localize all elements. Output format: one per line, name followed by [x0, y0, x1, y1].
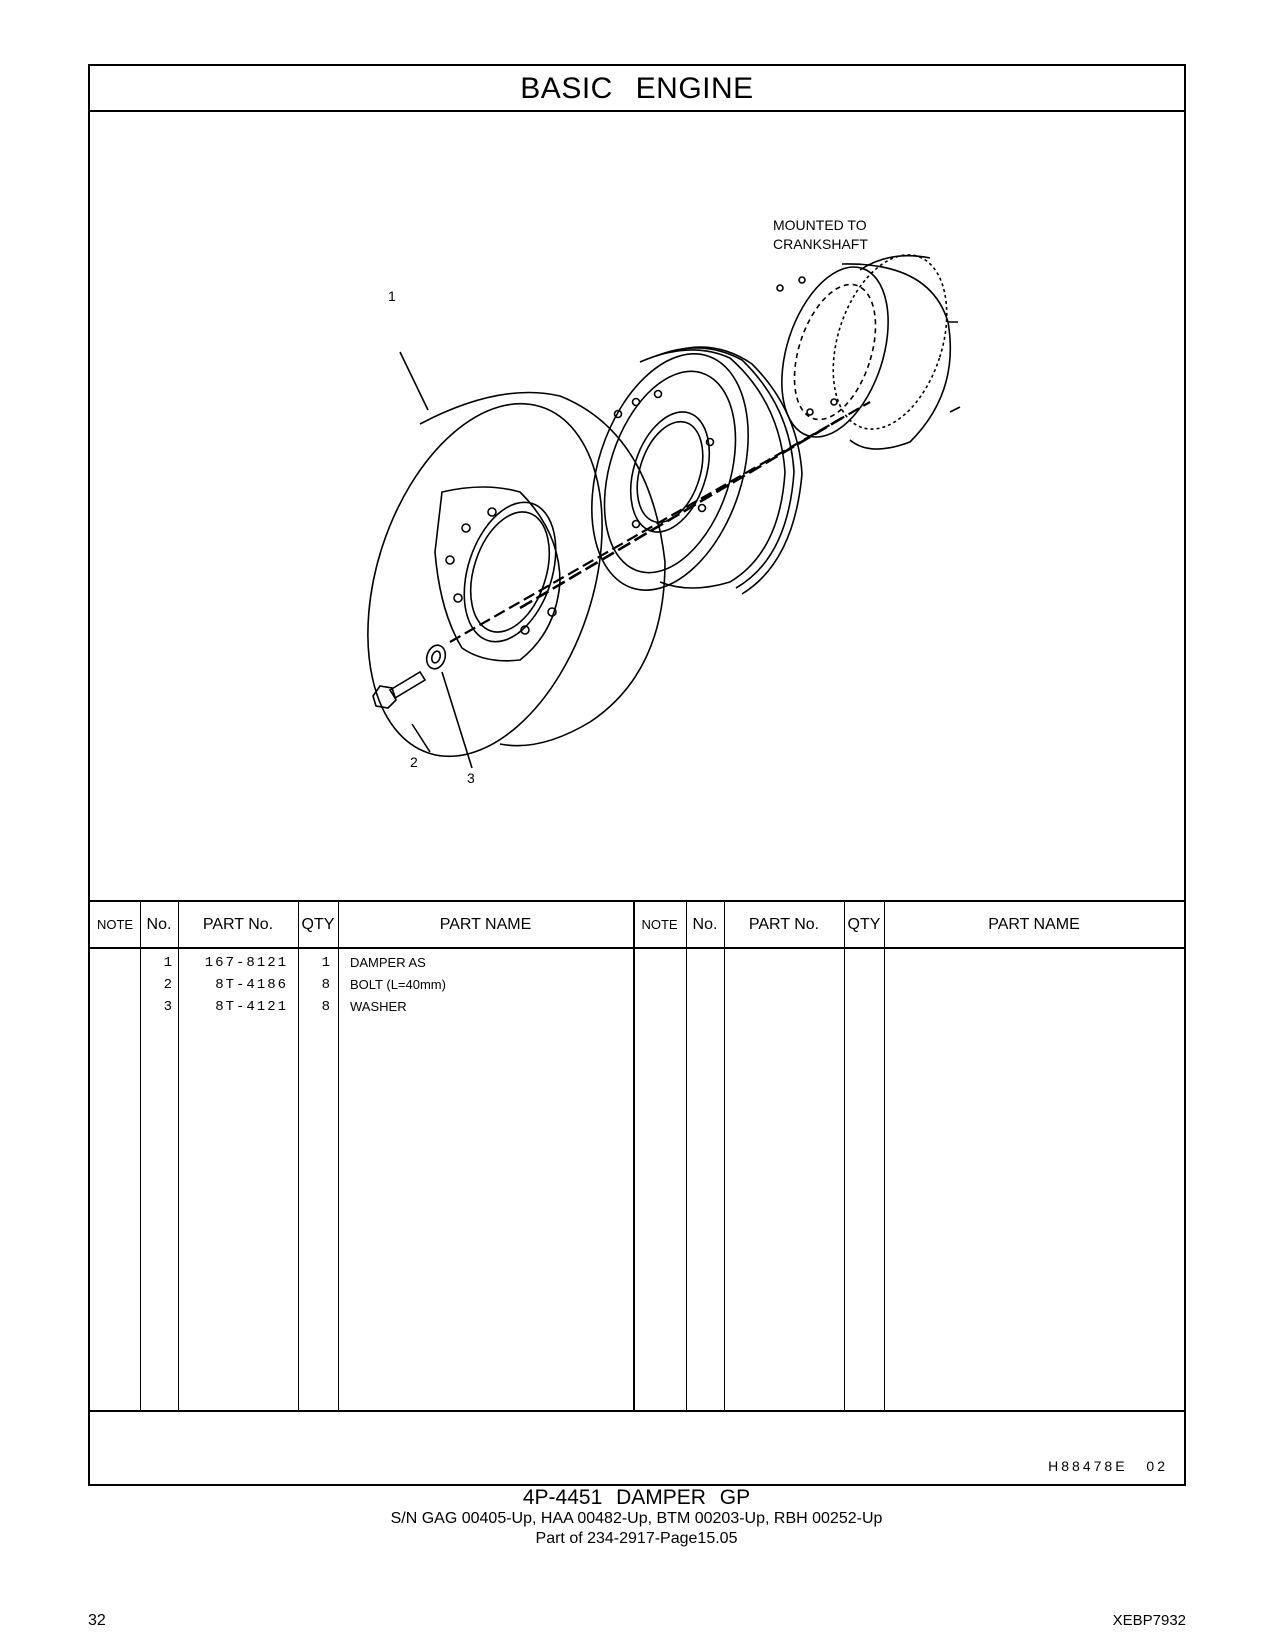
- parts-page-frame: [88, 64, 1186, 1486]
- bolt-shank: [390, 672, 425, 698]
- mount-label-line1: MOUNTED TO: [773, 217, 867, 233]
- damper-rim: [420, 393, 665, 746]
- callout-1: 1: [388, 288, 396, 304]
- mount-label-line2: CRANKSHAFT: [773, 236, 868, 252]
- row-2-part-no: 8T-4186: [215, 977, 288, 993]
- header-qty-left: QTY: [301, 916, 335, 933]
- header-part-no-left: PART No.: [202, 916, 274, 933]
- bolt-head: [373, 686, 396, 708]
- callout-3: 3: [467, 770, 475, 786]
- header-note-left: NOTE: [96, 917, 134, 932]
- header-note-right: NOTE: [641, 917, 678, 932]
- damper-hub: [435, 487, 560, 661]
- row-3-qty: 8: [321, 999, 330, 1015]
- header-part-name-right: PART NAME: [988, 916, 1080, 933]
- row-3-part-name: WASHER: [350, 999, 407, 1014]
- row-2-no: 2: [163, 977, 172, 993]
- caption-serial-numbers: S/N GAG 00405-Up, HAA 00482-Up, BTM 00203-Up, RBH 00252-Up: [390, 1510, 883, 1527]
- row-1-part-name: DAMPER AS: [350, 955, 426, 970]
- row-3-part-no: 8T-4121: [215, 999, 288, 1015]
- caption-part-of: Part of 234-2917-Page15.05: [535, 1530, 738, 1547]
- damper-front-face: [326, 374, 644, 787]
- row-2-part-name: BOLT (L=40mm): [350, 977, 446, 992]
- washer-drawing: [424, 643, 449, 671]
- mount-label: [773, 216, 868, 254]
- row-1-no: 1: [163, 955, 172, 971]
- page-title: BASIC ENGINE: [90, 66, 1184, 112]
- page-number: 32: [88, 1612, 106, 1629]
- row-1-part-no: 167-8121: [204, 955, 288, 971]
- drawing-code: H88478E 02: [1048, 1458, 1168, 1474]
- exploded-view-figure: [90, 112, 1184, 900]
- row-1-qty: 1: [321, 955, 330, 971]
- pulley-bore: [617, 402, 724, 542]
- header-no-right: No.: [692, 916, 718, 933]
- header-qty-right: QTY: [847, 916, 881, 933]
- caption-group-title: 4P-4451 DAMPER GP: [522, 1486, 751, 1509]
- crankshaft-body: [842, 264, 950, 449]
- damper-illustration: [90, 112, 1184, 900]
- callout-2: 2: [410, 754, 418, 770]
- document-id: XEBP7932: [1112, 1612, 1186, 1629]
- header-part-name-left: PART NAME: [439, 916, 532, 933]
- row-2-qty: 8: [321, 977, 330, 993]
- row-3-no: 3: [163, 999, 172, 1015]
- header-no-left: No.: [146, 916, 172, 933]
- parts-table: [90, 900, 1184, 1412]
- header-part-no-right: PART No.: [748, 916, 820, 933]
